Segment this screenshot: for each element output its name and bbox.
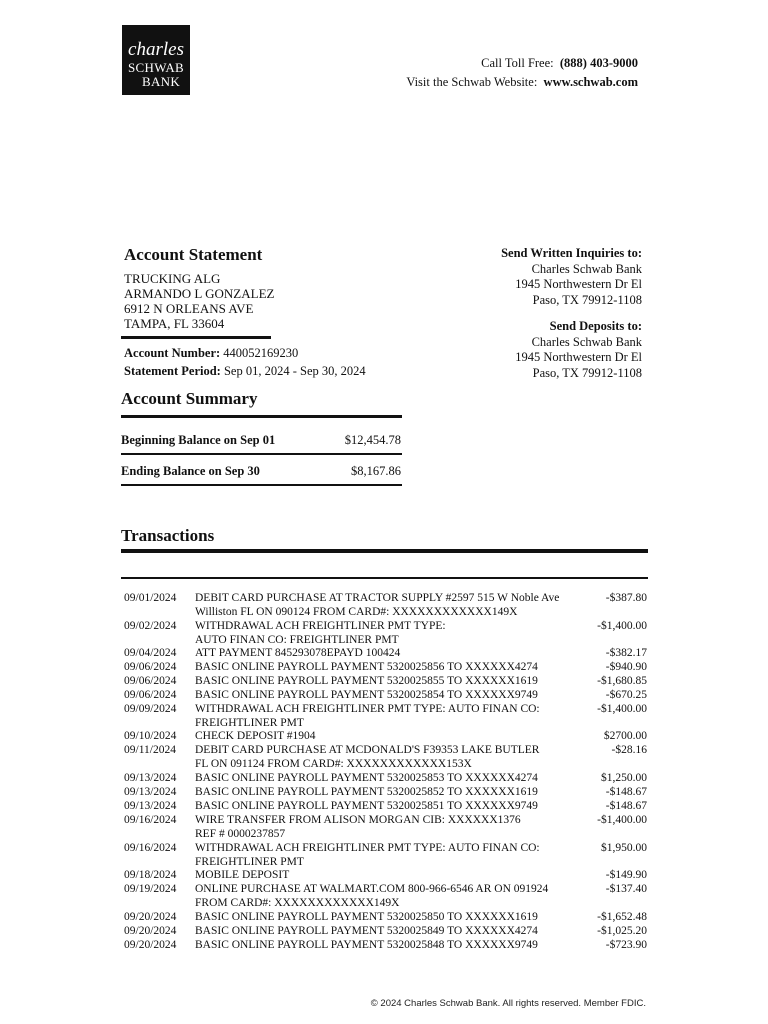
account-number-label: Account Number: (124, 346, 221, 360)
transaction-description (195, 772, 575, 786)
transaction-description (195, 744, 575, 771)
transaction-description-line: ATT PAYMENT 845293078EPAYD 100424 (195, 647, 401, 659)
transaction-description-line: FREIGHTLINER PMT (195, 855, 304, 868)
transaction-description (195, 911, 575, 925)
transaction-date: 09/11/2024 (124, 744, 176, 756)
summary-top-rule (121, 415, 402, 418)
transaction-date: 09/19/2024 (124, 883, 177, 895)
deposits-line-3: Paso, TX 79912-1108 (532, 365, 642, 380)
transaction-amount: -$149.90 (605, 869, 647, 881)
inquiries-line-3: Paso, TX 79912-1108 (532, 292, 642, 307)
summary-bottom-rule (121, 484, 402, 486)
transaction-description-line: FREIGHTLINER PMT (195, 716, 304, 729)
transaction-date: 09/20/2024 (124, 939, 177, 951)
transaction-description (195, 939, 575, 953)
transaction-description-line: BASIC ONLINE PAYROLL PAYMENT 5320025856 TO XXXXXX4274 (195, 661, 538, 673)
transaction-date: 09/16/2024 (124, 814, 177, 826)
transaction-date: 09/06/2024 (124, 689, 177, 701)
transaction-description (195, 814, 575, 841)
transaction-date: 09/13/2024 (124, 800, 177, 812)
statement-period-label: Statement Period: (124, 364, 221, 378)
transaction-date: 09/06/2024 (124, 661, 177, 673)
transaction-amount: -$1,400.00 (597, 703, 647, 715)
transaction-description-line: WITHDRAWAL ACH FREIGHTLINER PMT TYPE: AUTO FINAN CO: (195, 842, 540, 854)
deposits-line-1: Charles Schwab Bank (531, 334, 642, 349)
deposits-line-2: 1945 Northwestern Dr El (515, 350, 642, 364)
transaction-description-line: MOBILE DEPOSIT (195, 869, 290, 881)
transactions-title: Transactions (121, 526, 215, 545)
inquiries-heading: Send Written Inquiries to: (501, 246, 642, 260)
transaction-description-line: BASIC ONLINE PAYROLL PAYMENT 5320025851 TO XXXXXX9749 (195, 800, 538, 812)
transaction-description-line: BASIC ONLINE PAYROLL PAYMENT 5320025853 TO XXXXXX4274 (195, 772, 538, 784)
logo-line-bank: BANK (141, 74, 181, 89)
charles-schwab-logo (122, 25, 190, 95)
address-line-2: ARMANDO L GONZALEZ (124, 286, 275, 301)
transaction-description (195, 647, 575, 661)
transactions-header-rule (121, 577, 648, 579)
transaction-date: 09/16/2024 (124, 842, 177, 854)
transaction-amount: -$1,400.00 (597, 814, 647, 826)
transaction-description-line: BASIC ONLINE PAYROLL PAYMENT 5320025849 TO XXXXXX4274 (195, 925, 538, 937)
transaction-description (195, 842, 575, 869)
transaction-description (195, 800, 575, 814)
transaction-description (195, 675, 575, 689)
transaction-amount: -$387.80 (605, 592, 647, 604)
transaction-description-line: BASIC ONLINE PAYROLL PAYMENT 5320025848 TO XXXXXX9749 (195, 939, 538, 951)
transaction-date: 09/10/2024 (124, 730, 177, 742)
statement-period-line (124, 364, 366, 379)
transaction-description-line: FROM CARD#: XXXXXXXXXXXX149X (195, 896, 400, 909)
transaction-description (195, 786, 575, 800)
summary-mid-rule (121, 453, 402, 455)
transaction-description-line: AUTO FINAN CO: FREIGHTLINER PMT (195, 633, 399, 646)
transaction-description-line: BASIC ONLINE PAYROLL PAYMENT 5320025855 TO XXXXXX1619 (195, 675, 538, 687)
beginning-balance-value: $12,454.78 (344, 433, 401, 447)
transaction-amount: -$1,652.48 (597, 911, 647, 923)
toll-free-label: Call Toll Free: (481, 56, 554, 70)
inquiries-block (501, 246, 642, 308)
inquiries-line-1: Charles Schwab Bank (531, 261, 642, 276)
address-divider (121, 336, 271, 339)
logo-line-charles: charles (128, 39, 184, 60)
transaction-date: 09/04/2024 (124, 647, 177, 659)
transaction-description (195, 869, 575, 883)
transaction-date: 09/09/2024 (124, 703, 177, 715)
transaction-amount: -$1,025.20 (597, 925, 647, 937)
transaction-description-line: DEBIT CARD PURCHASE AT MCDONALD'S F39353 LAKE BUTLER (195, 744, 540, 756)
transaction-description-line: WIRE TRANSFER FROM ALISON MORGAN CIB: XXXXXX1376 (195, 814, 521, 826)
transaction-description-line: BASIC ONLINE PAYROLL PAYMENT 5320025854 TO XXXXXX9749 (195, 689, 538, 701)
beginning-balance-label: Beginning Balance on Sep 01 (121, 433, 276, 447)
transactions-top-rule (121, 549, 648, 553)
transaction-amount: -$940.90 (605, 661, 647, 673)
address-line-1: TRUCKING ALG (124, 271, 221, 286)
transaction-date: 09/13/2024 (124, 786, 177, 798)
transaction-description-line: BASIC ONLINE PAYROLL PAYMENT 5320025850 TO XXXXXX1619 (195, 911, 538, 923)
transaction-amount: $1,250.00 (601, 772, 647, 784)
transaction-date: 09/06/2024 (124, 675, 177, 687)
website-line (406, 75, 638, 90)
transaction-description (195, 703, 575, 730)
statement-period-value: Sep 01, 2024 - Sep 30, 2024 (223, 364, 366, 378)
transaction-amount: -$670.25 (605, 689, 647, 701)
toll-free-number[interactable]: (888) 403-9000 (559, 56, 638, 70)
transaction-amount: $2700.00 (603, 730, 647, 742)
logo-line-schwab: SCHWAB (128, 60, 184, 75)
transaction-date: 09/01/2024 (124, 592, 177, 604)
transaction-description-line: WITHDRAWAL ACH FREIGHTLINER PMT TYPE: AUTO FINAN CO: (195, 703, 540, 715)
ending-balance-label: Ending Balance on Sep 30 (121, 464, 260, 478)
transaction-description (195, 620, 575, 647)
footer-copyright: © 2024 Charles Schwab Bank. All rights reserved. Member FDIC. (370, 998, 646, 1009)
deposits-heading: Send Deposits to: (549, 319, 642, 333)
transaction-description (195, 883, 575, 910)
transaction-amount: -$382.17 (605, 647, 647, 659)
transaction-date: 09/20/2024 (124, 911, 177, 923)
transaction-description-line: ONLINE PURCHASE AT WALMART.COM 800-966-6546 AR ON 091924 (195, 883, 549, 895)
transaction-description (195, 592, 575, 619)
address-line-3: 6912 N ORLEANS AVE (124, 301, 254, 316)
transaction-amount: -$148.67 (605, 800, 647, 812)
transaction-amount: -$148.67 (605, 786, 647, 798)
transaction-description-line: DEBIT CARD PURCHASE AT TRACTOR SUPPLY #2597 515 W Noble Ave (195, 592, 560, 604)
transaction-description-line: CHECK DEPOSIT #1904 (195, 730, 316, 742)
transaction-description (195, 661, 575, 675)
address-line-4: TAMPA, FL 33604 (124, 316, 225, 331)
transaction-amount: -$28.16 (611, 744, 647, 756)
transaction-date: 09/02/2024 (124, 620, 177, 632)
transaction-amount: -$723.90 (605, 939, 647, 951)
deposits-block (515, 319, 642, 381)
inquiries-line-2: 1945 Northwestern Dr El (515, 277, 642, 291)
transaction-description-line: WITHDRAWAL ACH FREIGHTLINER PMT TYPE: (195, 620, 446, 632)
toll-free-line (481, 56, 638, 71)
transaction-amount: $1,950.00 (601, 842, 647, 854)
transaction-description-line: REF # 0000237857 (195, 827, 286, 840)
transaction-amount: -$137.40 (605, 883, 647, 895)
transaction-description-line: FL ON 091124 FROM CARD#: XXXXXXXXXXXX153X (195, 757, 472, 770)
transaction-description-line: BASIC ONLINE PAYROLL PAYMENT 5320025852 TO XXXXXX1619 (195, 786, 538, 798)
transaction-description (195, 689, 575, 703)
transaction-description-line: Williston FL ON 090124 FROM CARD#: XXXXXXXXXXXX149X (195, 605, 518, 618)
website-label: Visit the Schwab Website: (406, 75, 538, 89)
transaction-amount: -$1,680.85 (597, 675, 647, 687)
transaction-amount: -$1,400.00 (597, 620, 647, 632)
website-link[interactable]: www.schwab.com (543, 75, 638, 89)
account-statement-title: Account Statement (124, 245, 263, 264)
transaction-date: 09/20/2024 (124, 925, 177, 937)
transaction-description (195, 925, 575, 939)
account-number-line (124, 346, 298, 361)
ending-balance-value: $8,167.86 (351, 464, 401, 478)
account-summary-title: Account Summary (121, 389, 258, 408)
transaction-date: 09/13/2024 (124, 772, 177, 784)
account-number-value: 440052169230 (223, 346, 299, 360)
transaction-date: 09/18/2024 (124, 869, 177, 881)
transaction-description (195, 730, 575, 744)
